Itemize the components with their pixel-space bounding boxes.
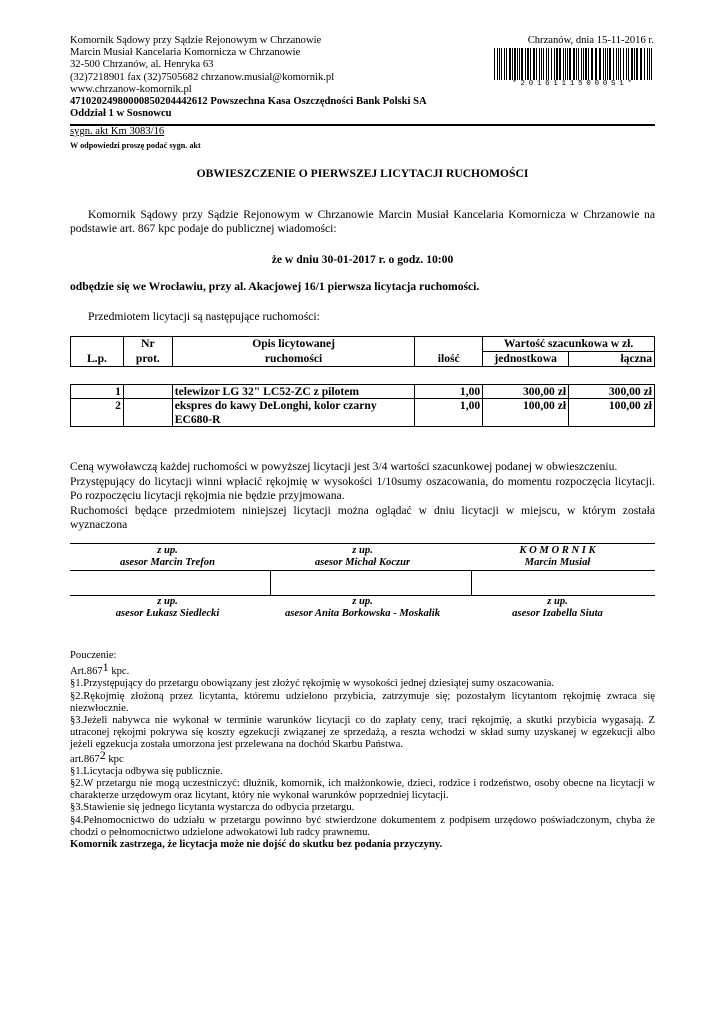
table-row: [71, 385, 655, 399]
col-lp: L.p.: [71, 352, 124, 367]
signature-divider: [270, 570, 271, 595]
letterhead: [70, 35, 427, 120]
barcode-bar: [640, 48, 642, 80]
barcode-bar: [499, 48, 500, 80]
barcode-bar: [651, 48, 652, 80]
barcode-bar: [563, 48, 564, 80]
cell-laczna: 300,00 zł: [569, 385, 655, 399]
condition-viewing: Ruchomości będące przedmiotem niniejszej licytacji można oglądać w dniu licytacji w miejscu, w którym została wyznaczona: [70, 503, 655, 531]
barcode-text: *20161115000S1*: [512, 80, 636, 88]
conditions: [70, 460, 655, 533]
barcode-bar: [607, 48, 608, 80]
barcode-bar: [588, 48, 589, 80]
barcode-bar: [519, 48, 520, 80]
barcode-bar: [603, 48, 604, 80]
barcode-bar: [554, 48, 555, 80]
case-number: sygn. akt Km 3083/16: [70, 126, 165, 137]
barcode-bar: [573, 48, 575, 80]
barcode-bar: [551, 48, 552, 80]
barcode-bar: [512, 48, 513, 80]
signature-block: z up. asesor Anita Borkowska - Moskalik: [284, 596, 440, 619]
col-opis: Opis licytowanej: [172, 337, 414, 352]
barcode-bar: [536, 48, 537, 80]
signature-block: z up. asesor Marcin Trefon: [120, 545, 215, 568]
barcode-bar: [628, 48, 629, 80]
instructions-heading: Pouczenie:: [70, 650, 117, 661]
signature-block: z up. asesor Michał Koczur: [314, 545, 411, 568]
barcode-bar: [541, 48, 542, 80]
barcode-bar: [559, 48, 561, 80]
barcode-bar: [497, 48, 498, 80]
col-nr: Nr: [123, 337, 172, 352]
signature-row: [70, 596, 655, 619]
items-table: [70, 384, 655, 427]
barcode-bars: [493, 48, 655, 80]
instruction-paragraph: §3.Jeżeli nabywca nie wykonał w terminie warunków licytacji co do zapłaty ceny, traci rękojmię, a skutki przybicia wygasają. Z utraconej rękojmi pokrywa się koszty egzekucji związanej ze sprzedażą, a reszta wchodzi w skład sumy uzyskanej w egzekucji albo jeżeli egzekucja została umorzona jest przelewana na dochód Skarbu Państwa.: [70, 715, 655, 751]
signature-divider: [471, 570, 472, 595]
barcode-bar: [578, 48, 579, 80]
signature-block: z up. asesor Izabella Siuta: [512, 596, 603, 619]
article-867-2: art.867$^2$ kpc: [70, 747, 124, 765]
barcode-bar: [565, 48, 566, 80]
bank-account: 47102024980000850204442612 Powszechna Kasa Oszczędności Bank Polski SA: [70, 95, 427, 107]
barcode-bar: [539, 48, 540, 80]
instruction-paragraph: §2.Rękojmię złożoną przez licytanta, któremu udzielono przybicia, zatrzymuje się; pozostałym licytantom rękojmię zwraca się niezwłocznie.: [70, 690, 655, 714]
subject-line: Przedmiotem licytacji są następujące ruchomości:: [88, 310, 320, 323]
barcode-bar: [620, 48, 621, 80]
barcode-bar: [506, 48, 507, 80]
cell-jedn: 300,00 zł: [483, 385, 569, 399]
instruction-paragraph: §1.Licytacja odbywa się publicznie.: [70, 765, 223, 777]
barcode-bar: [521, 48, 523, 80]
cell-jedn: 100,00 zł: [483, 399, 569, 427]
barcode-bar: [494, 48, 495, 80]
barcode-bar: [623, 48, 624, 80]
barcode-bar: [581, 48, 582, 80]
barcode-bar: [616, 48, 617, 80]
instruction-paragraph: §1.Przystępujący do przetargu obowiązany jest złożyć rękojmię w wysokości jednej dziesiątej sumy oszacowania.: [70, 678, 555, 690]
article-867-1: Art.867$^1$ kpc.: [70, 660, 130, 678]
col-prot: prot.: [123, 352, 172, 367]
barcode-bar: [618, 48, 619, 80]
barcode-bar: [501, 48, 502, 80]
cell-nr: [123, 399, 172, 427]
barcode-bar: [585, 48, 587, 80]
barcode-bar: [599, 48, 601, 80]
letterhead-line: (32)7218901 fax (32)7505682 chrzanow.musial@komornik.pl: [70, 71, 335, 83]
barcode-bar: [636, 48, 638, 80]
instruction-paragraph: §2.W przetargu nie mogą uczestniczyć: dłużnik, komornik, ich małżonkowie, dzieci, rodzice i rodzeństwo, osoby obecne na licytacji w charakterze urzędowym oraz licytant, który nie wykonał warunków poprzedniej licytacji.: [70, 778, 655, 802]
barcode-bar: [609, 48, 611, 80]
cell-opis: ekspres do kawy DeLonghi, kolor czarny EC680-R: [172, 399, 415, 427]
barcode-bar: [626, 48, 627, 80]
barcode-bar: [504, 48, 505, 80]
col-ilosc: ilość: [415, 352, 483, 367]
col-jednostkowa: jednostkowa: [483, 352, 569, 367]
letterhead-line: Komornik Sądowy przy Sądzie Rejonowym w Chrzanowie: [70, 35, 322, 46]
cell-lp: 2: [71, 399, 124, 427]
barcode-bar: [527, 48, 529, 80]
barcode-bar: [613, 48, 614, 80]
barcode-bar: [634, 48, 635, 80]
cell-opis: telewizor LG 32" LC52-ZC z pilotem: [172, 385, 415, 399]
items-table-header: [70, 336, 655, 367]
final-note: Komornik zastrzega, że licytacja może nie dojść do skutku bez podania przyczyny.: [70, 839, 443, 851]
barcode-bar: [649, 48, 650, 80]
barcode-bar: [591, 48, 593, 80]
col-wartosc: Wartość szacunkowa w zł.: [483, 337, 655, 352]
barcode-bar: [525, 48, 526, 80]
cell-ilosc: 1,00: [415, 385, 483, 399]
col-laczna: łączna: [569, 352, 655, 367]
instructions: [70, 650, 655, 851]
barcode-bar: [533, 48, 535, 80]
cell-lp: 1: [71, 385, 124, 399]
letterhead-line: Marcin Musiał Kancelaria Komornicza w Chrzanowie: [70, 47, 301, 59]
document-date: Chrzanów, dnia 15-11-2016 r.: [527, 35, 654, 46]
barcode-bar: [576, 48, 577, 80]
barcode-bar: [517, 48, 518, 80]
barcode-bar: [583, 48, 584, 80]
barcode-bar: [595, 48, 597, 80]
condition-price: Ceną wywoławczą każdej ruchomości w powyższej licytacji jest 3/4 wartości szacunkowej podanej w obwieszczeniu.: [70, 460, 618, 473]
barcode-bar: [509, 48, 511, 80]
letterhead-line: 32-500 Chrzanów, al. Henryka 63: [70, 59, 214, 71]
intro-paragraph: Komornik Sądowy przy Sądzie Rejonowym w Chrzanowie Marcin Musiał Kancelaria Komornicza w Chrzanowie na podstawie art. 867 kpc podaje do publicznej wiadomości:: [70, 208, 655, 236]
barcode-bar: [514, 48, 516, 80]
cell-ilosc: 1,00: [415, 399, 483, 427]
barcode-bar: [631, 48, 633, 80]
barcode-bar: [543, 48, 544, 80]
barcode-bar: [605, 48, 606, 80]
barcode-bar: [530, 48, 531, 80]
barcode-bar: [548, 48, 549, 80]
condition-deposit: Przystępujący do licytacji winni wpłacić rękojmię w wysokości 1/10sumy oszacowania, do momentu rozpoczęcia licytacji. Po rozpoczęciu licytacji rękojmia nie będzie przyjmowana.: [70, 474, 655, 502]
barcode-bar: [567, 48, 568, 80]
bank-branch: Oddział 1 w Sosnowcu: [70, 108, 172, 120]
respond-note: W odpowiedzi proszę podać sygn. akt: [70, 141, 201, 150]
barcode-bar: [556, 48, 558, 80]
cell-nr: [123, 385, 172, 399]
barcode-bar: [546, 48, 547, 80]
auction-date: że w dniu 30-01-2017 r. o godz. 10:00: [271, 253, 454, 266]
barcode: [493, 48, 655, 86]
cell-laczna: 100,00 zł: [569, 399, 655, 427]
signature-block: K O M O R N I K Marcin Musiał: [519, 545, 596, 568]
letterhead-line: www.chrzanow-komornik.pl: [70, 83, 192, 95]
signature-row: [70, 545, 655, 568]
signature-line: [70, 570, 655, 571]
barcode-bar: [569, 48, 571, 80]
instruction-paragraph: §3.Stawienie się jednego licytanta wystarcza do odbycia przetargu.: [70, 802, 355, 814]
page-title: OBWIESZCZENIE O PIERWSZEJ LICYTACJI RUCHOMOŚCI: [196, 167, 529, 180]
barcode-bar: [647, 48, 648, 80]
instruction-paragraph: §4.Pełnomocnictwo do udziału w przetargu powinno być stwierdzone dokumentem z podpisem urzędowo poświadczonym, chyba że chodzi o pełnomocnictwo udzielone adwokatowi lub radcy prawnemu.: [70, 814, 655, 838]
signature-line: [70, 543, 655, 544]
auction-place: odbędzie się we Wrocławiu, przy al. Akacjowej 16/1 pierwsza licytacja ruchomości.: [70, 280, 480, 293]
col-ruchomosci: ruchomości: [172, 352, 414, 367]
signature-block: z up. asesor Łukasz Siedlecki: [115, 596, 220, 619]
table-row: [71, 399, 655, 427]
barcode-bar: [644, 48, 645, 80]
